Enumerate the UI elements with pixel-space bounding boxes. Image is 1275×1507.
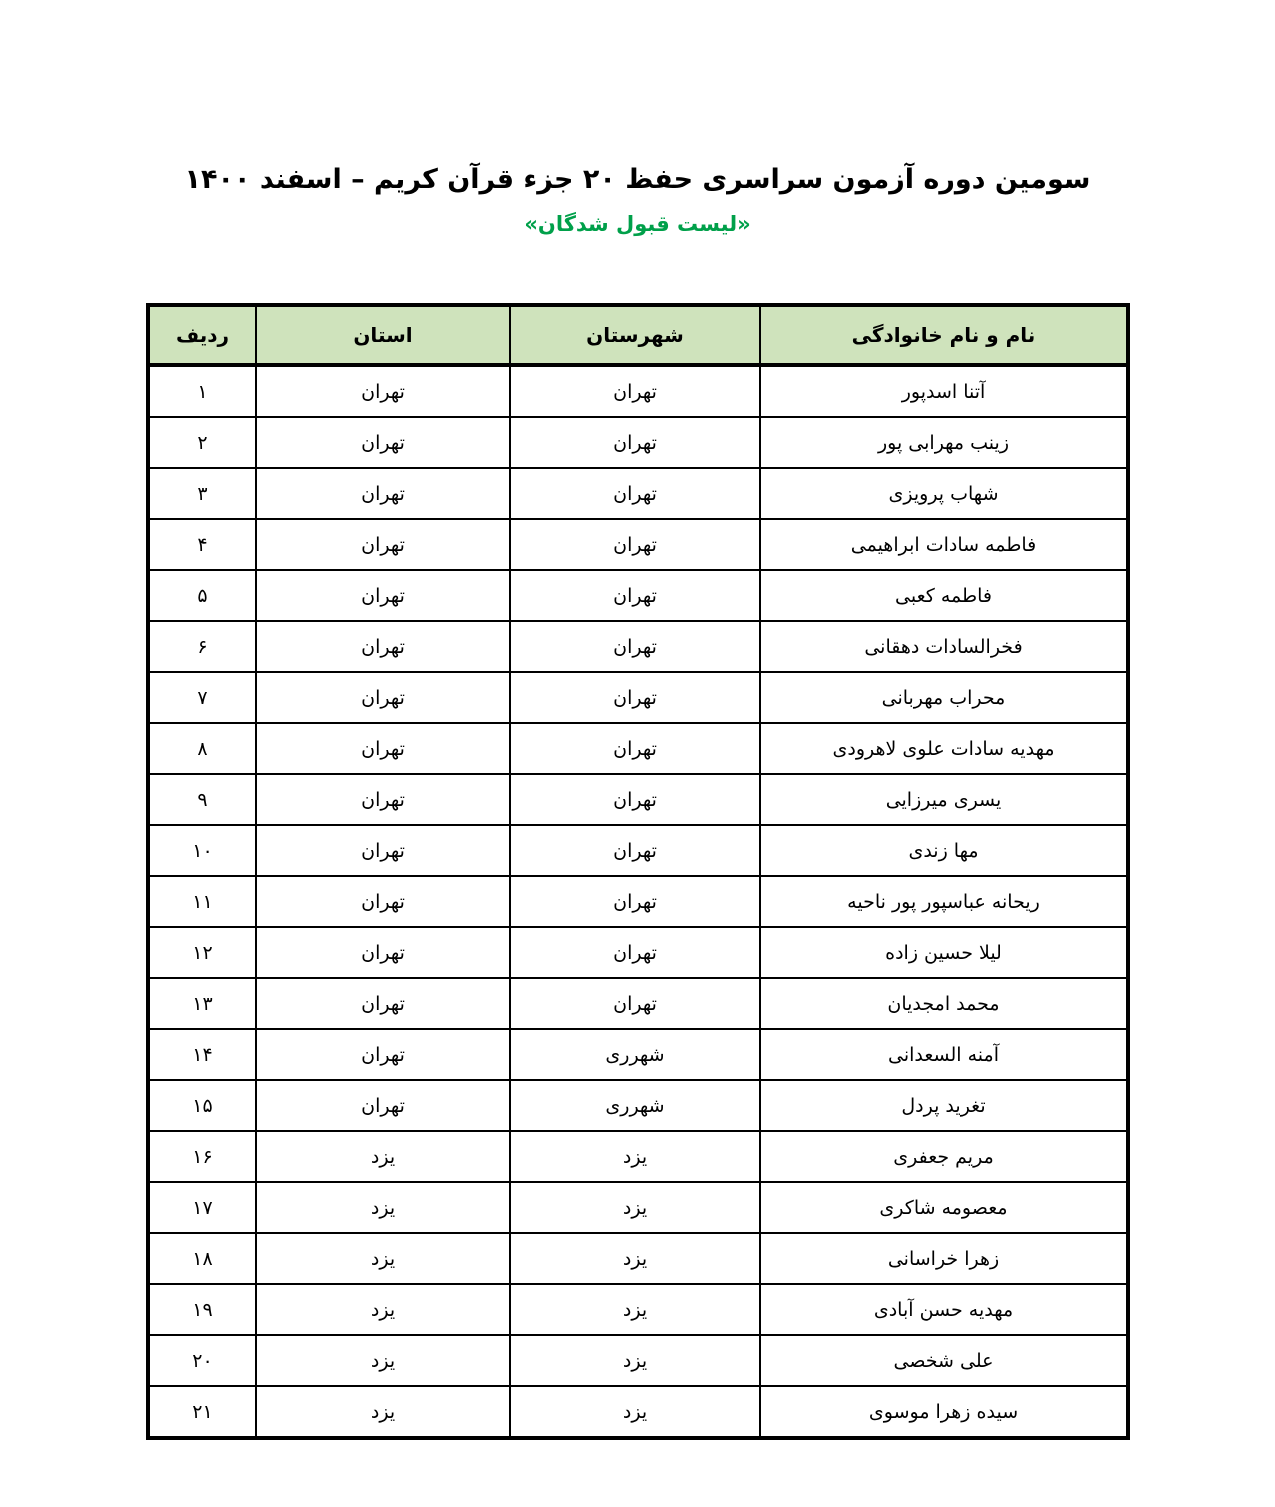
cell-city: تهران (510, 621, 760, 672)
cell-index: ۱۴ (148, 1029, 256, 1080)
cell-name: تغرید پردل (760, 1080, 1128, 1131)
cell-index: ۳ (148, 468, 256, 519)
cell-city: تهران (510, 825, 760, 876)
cell-name: لیلا حسین زاده (760, 927, 1128, 978)
results-table-container (150, 303, 1130, 1440)
cell-index: ۲۰ (148, 1335, 256, 1386)
cell-name: علی شخصی (760, 1335, 1128, 1386)
table-row (148, 1131, 1128, 1182)
column-header-name: نام و نام خانوادگی (760, 305, 1128, 365)
cell-index: ۱۷ (148, 1182, 256, 1233)
cell-name: مهدیه سادات علوی لاهرودی (760, 723, 1128, 774)
cell-index: ۱۱ (148, 876, 256, 927)
cell-city: یزد (510, 1386, 760, 1438)
cell-province: تهران (256, 825, 510, 876)
cell-city: تهران (510, 723, 760, 774)
cell-province: یزد (256, 1335, 510, 1386)
cell-index: ۷ (148, 672, 256, 723)
table-row (148, 978, 1128, 1029)
cell-province: تهران (256, 927, 510, 978)
cell-name: معصومه شاکری (760, 1182, 1128, 1233)
cell-province: یزد (256, 1131, 510, 1182)
cell-city: تهران (510, 570, 760, 621)
cell-province: تهران (256, 876, 510, 927)
cell-province: تهران (256, 621, 510, 672)
cell-name: فاطمه سادات ابراهیمی (760, 519, 1128, 570)
cell-name: محراب مهربانی (760, 672, 1128, 723)
cell-index: ۱۹ (148, 1284, 256, 1335)
cell-province: تهران (256, 723, 510, 774)
cell-city: تهران (510, 876, 760, 927)
cell-name: زهرا خراسانی (760, 1233, 1128, 1284)
table-row (148, 723, 1128, 774)
cell-province: یزد (256, 1284, 510, 1335)
cell-province: یزد (256, 1233, 510, 1284)
page-title: سومین دوره آزمون سراسری حفظ ۲۰ جزء قرآن کریم – اسفند ۱۴۰۰ (184, 164, 1091, 195)
cell-name: مریم جعفری (760, 1131, 1128, 1182)
cell-name: سیده زهرا موسوی (760, 1386, 1128, 1438)
cell-index: ۲ (148, 417, 256, 468)
cell-name: شهاب پرویزی (760, 468, 1128, 519)
cell-province: تهران (256, 519, 510, 570)
cell-province: یزد (256, 1386, 510, 1438)
cell-city: یزد (510, 1182, 760, 1233)
table-row (148, 774, 1128, 825)
cell-province: تهران (256, 672, 510, 723)
results-table (146, 303, 1130, 1440)
cell-index: ۱۲ (148, 927, 256, 978)
table-row (148, 468, 1128, 519)
table-row (148, 1386, 1128, 1438)
cell-city: تهران (510, 774, 760, 825)
cell-index: ۶ (148, 621, 256, 672)
cell-index: ۵ (148, 570, 256, 621)
cell-name: زینب مهرابی پور (760, 417, 1128, 468)
cell-index: ۸ (148, 723, 256, 774)
table-row (148, 1284, 1128, 1335)
table-header (148, 305, 1128, 365)
cell-index: ۴ (148, 519, 256, 570)
cell-province: تهران (256, 774, 510, 825)
cell-index: ۱۶ (148, 1131, 256, 1182)
cell-city: تهران (510, 978, 760, 1029)
cell-city: یزد (510, 1284, 760, 1335)
cell-province: تهران (256, 417, 510, 468)
column-header-city: شهرستان (510, 305, 760, 365)
column-header-province: استان (256, 305, 510, 365)
cell-city: تهران (510, 672, 760, 723)
table-row (148, 1182, 1128, 1233)
cell-province: یزد (256, 1182, 510, 1233)
cell-province: تهران (256, 1080, 510, 1131)
table-header-row (148, 305, 1128, 365)
cell-city: یزد (510, 1131, 760, 1182)
cell-name: فاطمه کعبی (760, 570, 1128, 621)
column-header-index: ردیف (148, 305, 256, 365)
cell-name: آتنا اسدپور (760, 365, 1128, 417)
cell-city: تهران (510, 417, 760, 468)
cell-name: محمد امجدیان (760, 978, 1128, 1029)
cell-city: تهران (510, 468, 760, 519)
table-row (148, 621, 1128, 672)
table-row (148, 1233, 1128, 1284)
cell-city: تهران (510, 519, 760, 570)
cell-name: مهدیه حسن آبادی (760, 1284, 1128, 1335)
cell-city: تهران (510, 365, 760, 417)
table-row (148, 927, 1128, 978)
cell-city: یزد (510, 1233, 760, 1284)
cell-name: آمنه السعدانی (760, 1029, 1128, 1080)
cell-name: ریحانه عباسپور پور ناحیه (760, 876, 1128, 927)
table-row (148, 672, 1128, 723)
table-row (148, 365, 1128, 417)
table-row (148, 1335, 1128, 1386)
cell-province: تهران (256, 1029, 510, 1080)
cell-index: ۹ (148, 774, 256, 825)
table-row (148, 519, 1128, 570)
table-row (148, 570, 1128, 621)
page-subtitle: «لیست قبول شدگان» (524, 212, 751, 237)
cell-province: تهران (256, 570, 510, 621)
cell-index: ۱۸ (148, 1233, 256, 1284)
cell-name: یسری میرزایی (760, 774, 1128, 825)
cell-name: مها زندی (760, 825, 1128, 876)
title-block (0, 0, 1275, 238)
cell-city: شهرری (510, 1029, 760, 1080)
cell-city: یزد (510, 1335, 760, 1386)
cell-index: ۱۳ (148, 978, 256, 1029)
cell-province: تهران (256, 468, 510, 519)
cell-province: تهران (256, 978, 510, 1029)
cell-index: ۱۰ (148, 825, 256, 876)
cell-name: فخرالسادات دهقانی (760, 621, 1128, 672)
cell-province: تهران (256, 365, 510, 417)
table-row (148, 417, 1128, 468)
table-row (148, 1029, 1128, 1080)
cell-index: ۲۱ (148, 1386, 256, 1438)
cell-city: شهرری (510, 1080, 760, 1131)
cell-index: ۱ (148, 365, 256, 417)
cell-index: ۱۵ (148, 1080, 256, 1131)
table-row (148, 825, 1128, 876)
table-row (148, 1080, 1128, 1131)
table-row (148, 876, 1128, 927)
cell-city: تهران (510, 927, 760, 978)
table-body (148, 365, 1128, 1438)
